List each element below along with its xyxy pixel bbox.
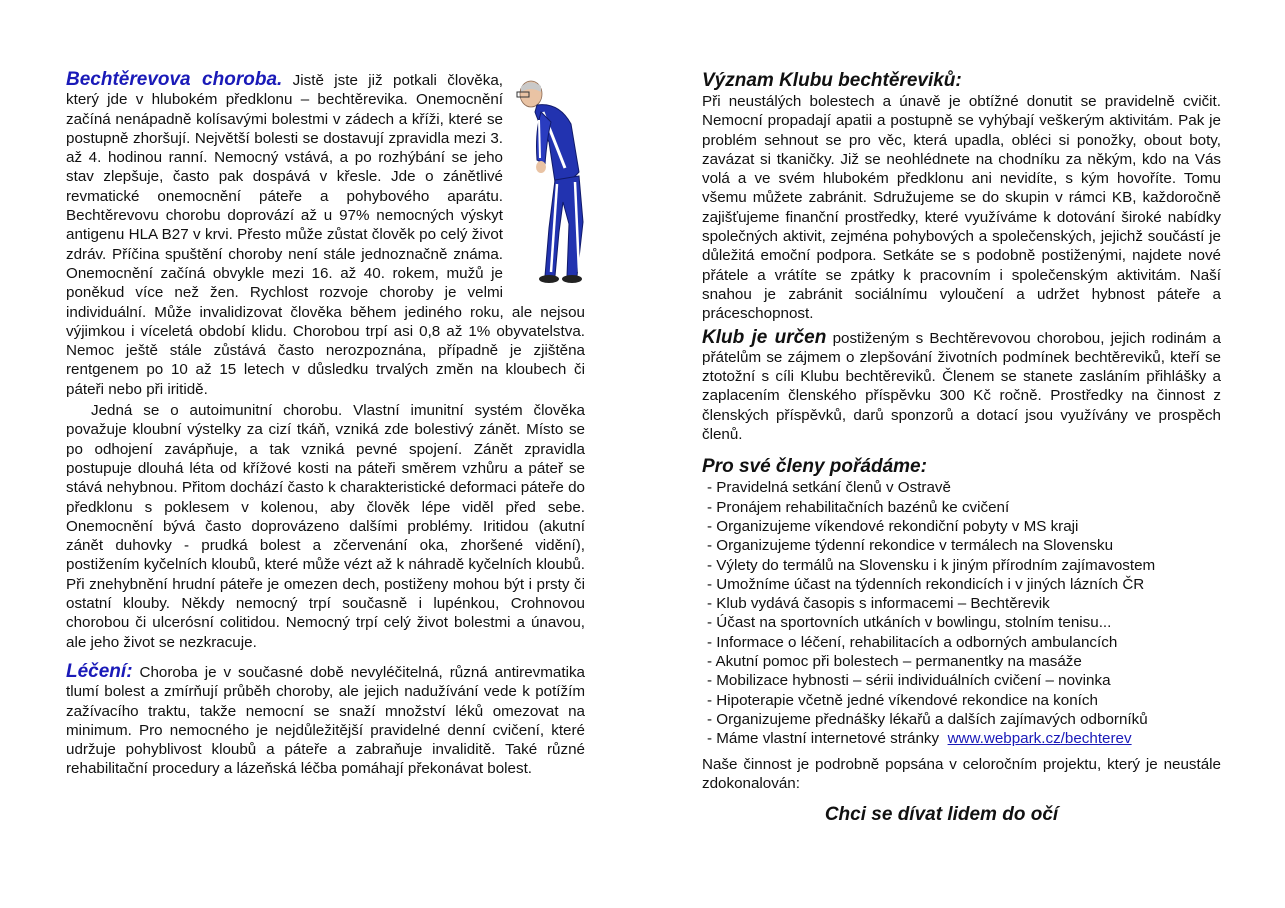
intro-text: Jistě jste již potkali člověka, který jde v hlubokém předklonu – bechtěrevika. Onemocnění začíná nenápadně kolísavými bolestmi v zádech a kříži, které se postupně zhoršují. Největší bolesti se dostavují zpravidla mezi 3. až 4. hodinou ranní. Nemocný vstává, a po rozhýbání se jeho stav zlepšuje, často pak dospává v křesle. Jde o zánětlivé revmatické onemocnění páteře a pohybového aparátu. Bechtěrevovu chorobu doprovází až u 97% nemocných výskyt antigenu HLA B27 v krvi. Přesto může zůstat člověk po celý život zdráv. Příčina spuštění choroby není stále jednoznačně známa. Onemocnění začíná obvykle mezi 16. až 40. rokem, mužů je poněkud více než žen. Rychlost rozvoje choroby je velmi individuální. Může invalidizovat člověka během jediného roku, ale nejsou výjimkou i víceletá období klidu. Chorobou trpí asi 0,8 až 1% obyvatelstva. Nemoc ještě stále zůstává často nerozpoznána, případně je zjištěna rentgenem po 10 až 15 letech v důsledku trvalých změn na kloubech či páteři nebo při iritidě. — [66, 72, 585, 398]
list-item: - Klub vydává časopis s informacemi – Bechtěrevik — [707, 595, 1050, 613]
autoimmune-paragraph: Jedná se o autoimunitní chorobu. Vlastní imunitní systém člověka považuje kloubní výstelky za cizí tkáň, vzniká zde bolestivý zánět. Místo se po odhojení zavápňuje, a tak vzniká pevné spojení. Zánět zpravidla postupuje dlouhá léta od křížové kosti na páteři směrem vzhůru a páteř se stává nehybnou. Přitom dochází často k charakteristické deformaci páteře do předklonu s poklesem v kolenou, aby člověk lépe viděl před sebe. Onemocnění bývá často doprovázeno dalšími problémy. Iritidou (akutní zánět duhovky - prudká bolest a zčervenání oka, zhoršené vidění), postižením kyčelních kloubů, které může vézt až k náhradě kyčelních kloubů. Při znehybnění hrudní páteře je omezen dech, postiženy mohou být i prsty či ostatní klouby. Někdy nemocný trpí současně i lupénkou, Crohnovou chorobou či ulcerósní colitidou. Nemocný trpí celý život bolestmi a únavou, ale jeho život se nezkracuje. — [66, 402, 585, 651]
website-prefix: - Máme vlastní internetové stránky — [707, 730, 940, 748]
events-list — [702, 478, 1221, 748]
list-item: - Výlety do termálů na Slovensku i k jiným přírodním zajímavostem — [707, 556, 1156, 574]
list-item: - Organizujeme týdenní rekondice v termálech na Slovensku — [707, 537, 1114, 555]
list-item: - Umožníme účast na týdenních rekondicích i v jiných lázních ČR — [707, 575, 1145, 593]
club-heading: Význam Klubu bechtěreviků: — [702, 70, 962, 91]
right-column — [702, 70, 1221, 824]
list-item: - Organizujeme víkendové rekondiční pobyty v MS kraji — [707, 517, 1079, 535]
events-heading: Pro své členy pořádáme: — [702, 456, 927, 478]
list-item: - Hipoterapie včetně jedné víkendové rekondice na koních — [707, 691, 1098, 709]
target-heading: Klub je určen — [702, 326, 827, 348]
website-link[interactable]: www.webpark.cz/bechterev — [947, 730, 1132, 748]
list-item: - Pronájem rehabilitačních bazénů ke cvičení — [707, 498, 1010, 516]
club-text: Při neustálých bolestech a únavě je obtížné donutit se pravidelně cvičit. Nemocní propadají apatii a postupně se vyhýbají veškerým aktivitám. Pak je problém sehnout se pro věc, která upadla, obléci si ponožky, obout boty, zavázat si tkaničky. Již se neohlédnete na chodníku za někým, kdo na Vás volá a ve svém hlubokém předklonu ani nevidíte, s kým hovoříte. Tomu všemu můžete zabránit. Sdružujeme se do skupin v rámci KB, každoročně zajišťujeme finanční prostředky, které využíváme k dotování široké nabídky společných aktivit, zejména pohybových a společenských, jejichž součástí je důležitá emoční podpora. Setkáte se s podobně postiženými, najdete nové přátele a vrátíte se zpátky k pracovním i společenským aktivitám. Naší snahou je zabránit sociálnímu vyloučení a udržet hybnost páteře a práceschopnost. — [702, 93, 1221, 323]
bent-man-illustration — [513, 72, 595, 286]
list-item: - Informace o léčení, rehabilitacích a odborných ambulancích — [707, 633, 1118, 651]
list-item: - Organizujeme přednášky lékařů a dalších zajímavých odborníků — [707, 710, 1148, 728]
list-item-website — [702, 729, 1221, 748]
left-column — [66, 70, 585, 779]
intro-heading: Bechtěrevova choroba. — [66, 69, 283, 90]
list-item: - Účast na sportovních utkáních v bowlingu, stolním tenisu... — [707, 614, 1112, 632]
list-item: - Pravidelná setkání členů v Ostravě — [707, 479, 951, 497]
treatment-heading: Léčení: — [66, 660, 133, 682]
list-item: - Akutní pomoc při bolestech – permanentky na masáže — [707, 653, 1082, 671]
target-paragraph — [702, 328, 1221, 445]
closing-text: Naše činnost je podrobně popsána v celoročním projektu, který je neustále zdokonalován: — [702, 755, 1221, 792]
intro-paragraph — [66, 70, 585, 399]
motto: Chci se dívat lidem do očí — [824, 804, 1059, 826]
treatment-paragraph — [66, 662, 585, 779]
list-item: - Mobilizace hybnosti – sérii individuálních cvičení – novinka — [707, 672, 1111, 690]
target-text: postiženým s Bechtěrevovou chorobou, jejich rodinám a přátelům se zájmem o zlepšování životních podmínek bechtěreviků, kteří se ztotožní s cíli Klubu bechtěreviků. Členem se stanete zasláním přihlášky a zaplacením členského příspěvku 300 Kč ročně. Prostředky na činnost z členských příspěvků, darů sponzorů a dotací jsou využívány ve prospěch členů. — [702, 329, 1222, 444]
treatment-text: Choroba je v současné době nevyléčitelná, různá antirevmatika tlumí bolest a zmírňují průběh choroby, ale jejich nadužívání vede k potížím zažívacího traktu, takže nemocní se snaží množství léků omezovat na minimum. Pro nemocného je nejdůležitější pravidelné denní cvičení, které udržuje pohyblivost kloubů a páteře a zabraňuje invaliditě. Také různé rehabilitační procedury a lázeňská léčba pomáhají překonávat bolest. — [66, 663, 585, 778]
